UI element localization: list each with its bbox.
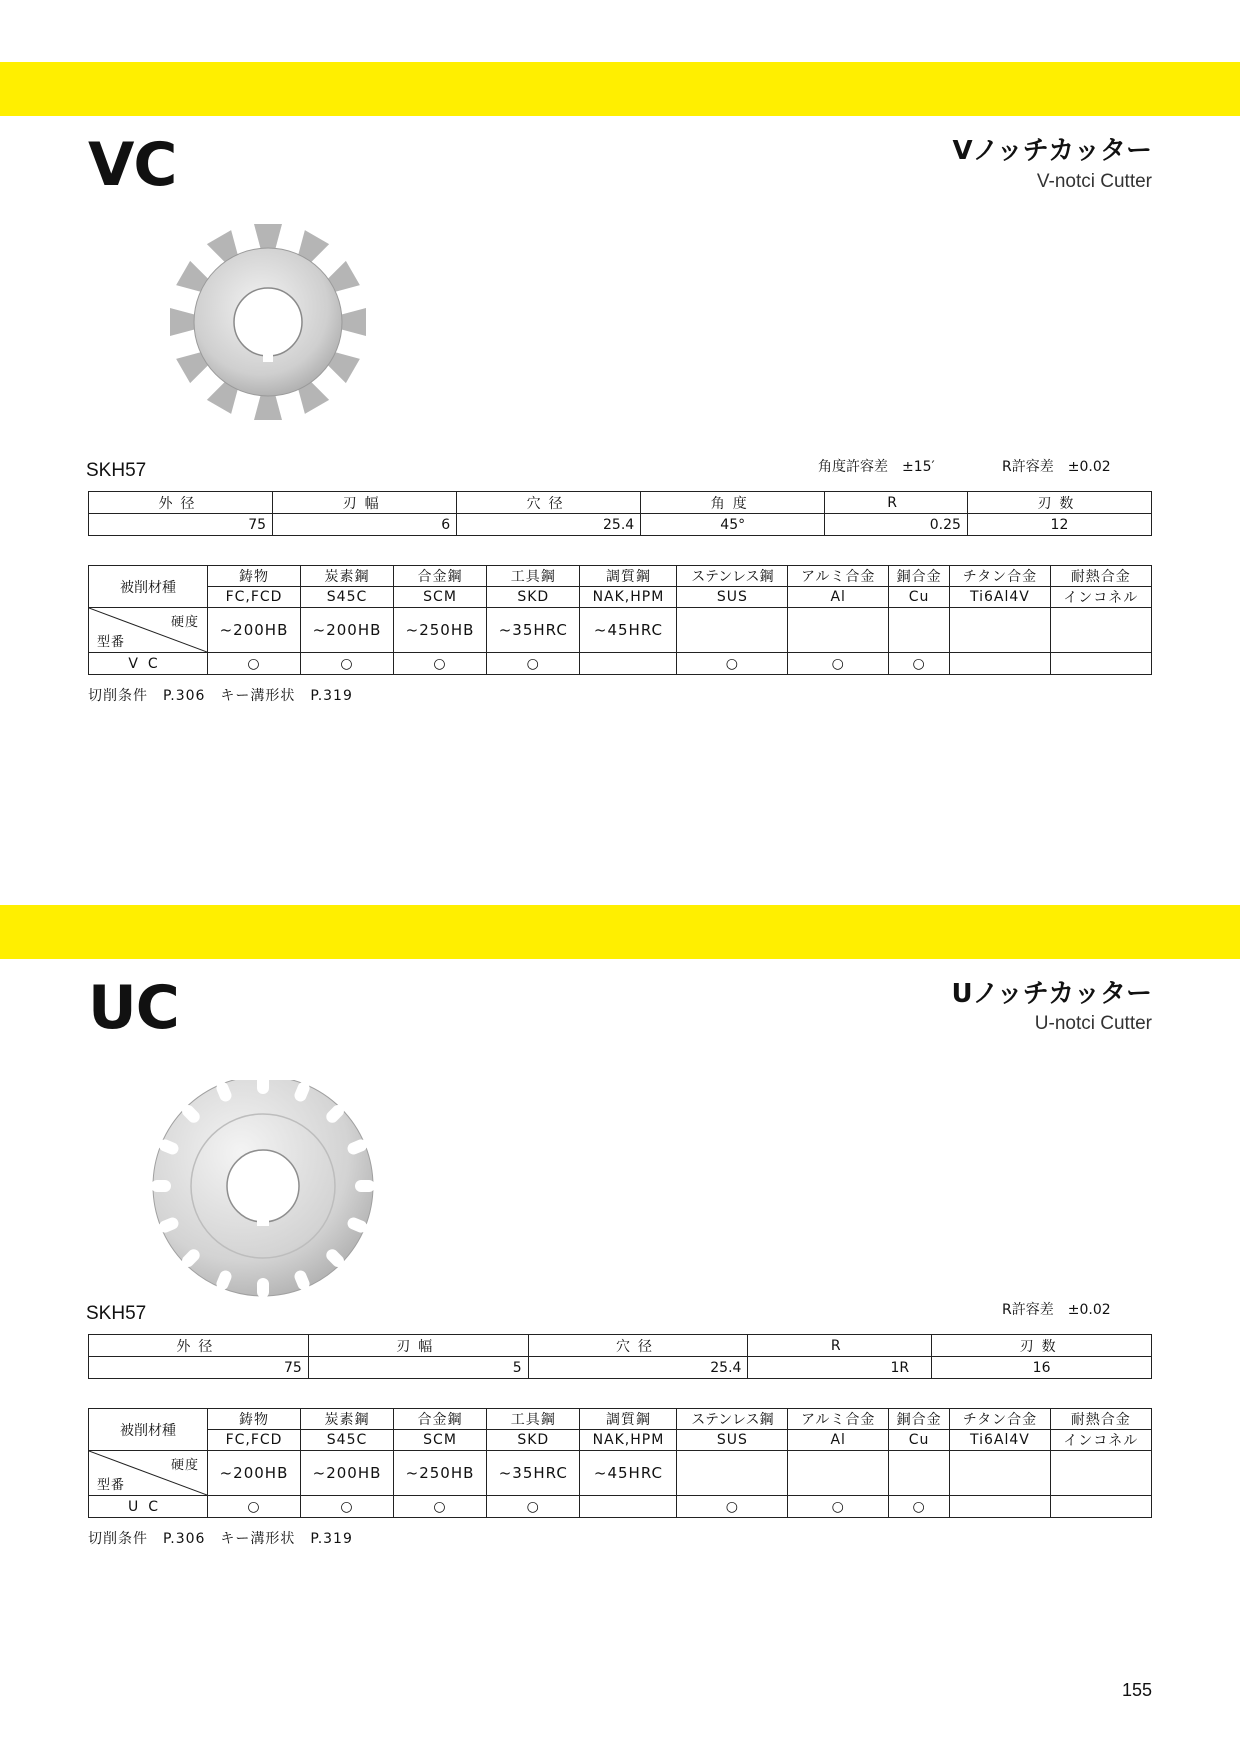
spec-value: 0.25 [825, 514, 968, 536]
spec-header: 刃数 [932, 1335, 1152, 1357]
material-code: FC,FCD [208, 1430, 301, 1451]
suitability-mark: ○ [394, 1496, 487, 1518]
product-title-jp: Vノッチカッター [952, 136, 1152, 166]
spec-header-row [89, 492, 1152, 514]
material-name: 調質鋼 [580, 566, 677, 587]
material-code: SUS [677, 1430, 788, 1451]
material-code: Ti6Al4V [950, 587, 1050, 608]
r-tolerance: R許容差 ±0.02 [1002, 459, 1111, 475]
suitability-mark: ○ [487, 653, 580, 675]
suitability-mark: ○ [677, 1496, 788, 1518]
suitability-mark [950, 653, 1050, 675]
hardness-label: 硬度 [170, 615, 199, 630]
spec-header: R [825, 492, 968, 514]
spec-table [88, 1334, 1152, 1379]
material-code: インコネル [1050, 587, 1151, 608]
r-tolerance: R許容差 ±0.02 [1002, 1302, 1111, 1318]
hardness-row [89, 608, 1152, 653]
suitability-mark: ○ [394, 653, 487, 675]
material-code-row [89, 587, 1152, 608]
hardness-value [888, 608, 949, 653]
model-label: 型番 [97, 635, 126, 650]
hardness-value: ~45HRC [580, 1451, 677, 1496]
suitability-mark: ○ [301, 1496, 394, 1518]
hardness-model-corner [89, 1451, 208, 1496]
spec-header: 穴径 [457, 492, 641, 514]
suitability-mark: ○ [888, 1496, 949, 1518]
spec-header: 刃幅 [273, 492, 457, 514]
material-code: SCM [394, 587, 487, 608]
spec-value-row [89, 514, 1152, 536]
material-code: Al [788, 1430, 889, 1451]
material-code: SUS [677, 587, 788, 608]
suitability-mark: ○ [788, 1496, 889, 1518]
spec-header: 刃数 [967, 492, 1151, 514]
model-suitability-row [89, 1496, 1152, 1518]
hardness-value [788, 1451, 889, 1496]
spec-value-row [89, 1357, 1152, 1379]
material-name: 耐熱合金 [1050, 1409, 1151, 1430]
suitability-mark [1050, 1496, 1151, 1518]
spec-header: R [748, 1335, 932, 1357]
material-name: 合金鋼 [394, 566, 487, 587]
spec-header: 穴径 [528, 1335, 748, 1357]
header-band-vc [0, 62, 1240, 116]
v-notch-cutter-photo [150, 212, 390, 436]
material-name: 炭素鋼 [301, 1409, 394, 1430]
page-number: 155 [1121, 1680, 1152, 1700]
hardness-value [677, 608, 788, 653]
hardness-value: ~35HRC [487, 608, 580, 653]
hardness-value [888, 1451, 949, 1496]
hardness-value: ~250HB [394, 1451, 487, 1496]
hardness-value [950, 1451, 1050, 1496]
material-code: Al [788, 587, 889, 608]
hardness-model-corner [89, 608, 208, 653]
suitability-mark: ○ [301, 653, 394, 675]
spec-value: 6 [273, 514, 457, 536]
suitability-mark [1050, 653, 1151, 675]
spec-value: 75 [89, 514, 273, 536]
spec-value: 1R [748, 1357, 932, 1379]
material-code: S45C [301, 1430, 394, 1451]
material-code: インコネル [1050, 1430, 1151, 1451]
suitability-mark [580, 653, 677, 675]
material-suitability-table [88, 1408, 1152, 1518]
material-name: アルミ合金 [788, 566, 889, 587]
spec-value: 5 [308, 1357, 528, 1379]
hardness-row [89, 1451, 1152, 1496]
product-title-jp: Uノッチカッター [951, 979, 1152, 1009]
material-code: SKD [487, 1430, 580, 1451]
suitability-mark [580, 1496, 677, 1518]
spec-header: 外径 [89, 1335, 309, 1357]
material-code: NAK,HPM [580, 587, 677, 608]
spec-header: 刃幅 [308, 1335, 528, 1357]
model-label: 型番 [97, 1478, 126, 1493]
hardness-value: ~250HB [394, 608, 487, 653]
hardness-value [1050, 1451, 1151, 1496]
spec-value: 25.4 [528, 1357, 748, 1379]
u-notch-cutter-photo [145, 1080, 385, 1304]
material-label: SKH57 [86, 460, 147, 481]
product-code: UC [88, 973, 179, 1043]
material-name: 銅合金 [888, 566, 949, 587]
spec-value: 12 [967, 514, 1151, 536]
spec-header: 角度 [641, 492, 825, 514]
material-name: 炭素鋼 [301, 566, 394, 587]
suitability-mark: ○ [788, 653, 889, 675]
product-title-en: U-notci Cutter [1034, 1013, 1152, 1034]
hardness-value [677, 1451, 788, 1496]
material-name: 耐熱合金 [1050, 566, 1151, 587]
material-name: 銅合金 [888, 1409, 949, 1430]
material-code: SKD [487, 587, 580, 608]
material-name: 工具鋼 [487, 1409, 580, 1430]
material-name: ステンレス鋼 [677, 566, 788, 587]
work-material-label: 被削材種 [89, 1409, 208, 1451]
material-name: アルミ合金 [788, 1409, 889, 1430]
material-label: SKH57 [86, 1303, 147, 1324]
material-name: 調質鋼 [580, 1409, 677, 1430]
footer-note: 切削条件 P.306 キー溝形状 P.319 [88, 688, 353, 704]
hardness-label: 硬度 [170, 1458, 199, 1473]
material-code: Cu [888, 587, 949, 608]
header-band-uc [0, 905, 1240, 959]
material-code: Ti6Al4V [950, 1430, 1050, 1451]
suitability-mark [950, 1496, 1050, 1518]
spec-value: 75 [89, 1357, 309, 1379]
material-name-row [89, 566, 1152, 587]
material-name: 鋳物 [208, 1409, 301, 1430]
suitability-mark: ○ [888, 653, 949, 675]
spec-table [88, 491, 1152, 536]
suitability-mark: ○ [487, 1496, 580, 1518]
hardness-value: ~200HB [301, 1451, 394, 1496]
material-name: チタン合金 [950, 1409, 1050, 1430]
suitability-mark: ○ [677, 653, 788, 675]
hardness-value: ~200HB [208, 1451, 301, 1496]
product-title-en: V-notci Cutter [1036, 171, 1152, 192]
hardness-value [788, 608, 889, 653]
hardness-value: ~45HRC [580, 608, 677, 653]
suitability-mark: ○ [208, 653, 301, 675]
hardness-value: ~35HRC [487, 1451, 580, 1496]
material-suitability-table [88, 565, 1152, 675]
model-suitability-row [89, 653, 1152, 675]
hardness-value [950, 608, 1050, 653]
hardness-value: ~200HB [208, 608, 301, 653]
suitability-mark: ○ [208, 1496, 301, 1518]
material-code: S45C [301, 587, 394, 608]
spec-value: 45° [641, 514, 825, 536]
material-name: 合金鋼 [394, 1409, 487, 1430]
material-name: 工具鋼 [487, 566, 580, 587]
material-code: Cu [888, 1430, 949, 1451]
footer-note: 切削条件 P.306 キー溝形状 P.319 [88, 1531, 353, 1547]
material-code: SCM [394, 1430, 487, 1451]
material-name-row [89, 1409, 1152, 1430]
material-code: NAK,HPM [580, 1430, 677, 1451]
material-name: ステンレス鋼 [677, 1409, 788, 1430]
spec-header-row [89, 1335, 1152, 1357]
hardness-value [1050, 608, 1151, 653]
model-code: UC [89, 1496, 208, 1518]
model-code: VC [89, 653, 208, 675]
spec-value: 25.4 [457, 514, 641, 536]
product-code: VC [88, 130, 177, 200]
spec-value: 16 [932, 1357, 1152, 1379]
material-code: FC,FCD [208, 587, 301, 608]
material-name: 鋳物 [208, 566, 301, 587]
material-code-row [89, 1430, 1152, 1451]
spec-header: 外径 [89, 492, 273, 514]
work-material-label: 被削材種 [89, 566, 208, 608]
hardness-value: ~200HB [301, 608, 394, 653]
material-name: チタン合金 [950, 566, 1050, 587]
angle-tolerance: 角度許容差 ±15′ [818, 459, 935, 475]
